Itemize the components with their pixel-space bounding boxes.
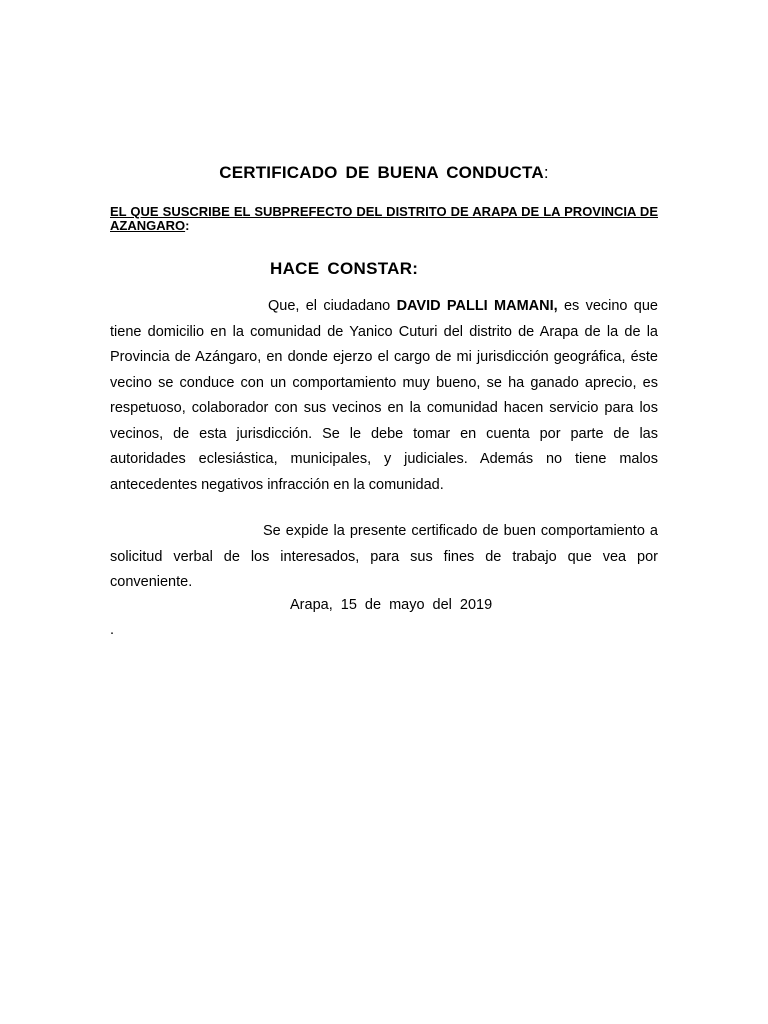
issuer-heading-colon: : bbox=[185, 218, 190, 233]
issuer-heading bbox=[110, 205, 658, 233]
certification-paragraph bbox=[110, 294, 658, 498]
document-title bbox=[0, 163, 768, 183]
trailing-dot: . bbox=[110, 622, 115, 638]
certification-body: es vecino que tiene domicilio en la comunidad de Yanico Cuturi del distrito de Arapa de la de la Provincia de Azángaro, en donde ejerzo el cargo de mi jurisdicción geográfica, éste vecino se conduce con un comportamiento muy bueno, se ha ganado aprecio, es respetuoso, colaborador con sus vecinos en la comunidad hacen servicio para los vecinos, de esta jurisdicción. Se le debe tomar en cuenta por parte de las autoridades eclesiástica, municipales, y judiciales. Además no tiene malos antecedentes negativos infracción en la comunidad. bbox=[110, 298, 658, 493]
issuance-paragraph bbox=[110, 519, 658, 596]
document-title-colon: : bbox=[543, 163, 549, 182]
hace-constar-heading: HACE CONSTAR: bbox=[270, 259, 419, 278]
issuer-heading-text: EL QUE SUSCRIBE EL SUBPREFECTO DEL DISTRITO DE ARAPA DE LA PROVINCIA DE AZANGARO bbox=[110, 204, 658, 233]
citizen-name: DAVID PALLI MAMANI, bbox=[396, 298, 558, 314]
certification-intro: Que, el ciudadano bbox=[268, 298, 397, 314]
date-line: Arapa, 15 de mayo del 2019 bbox=[290, 597, 493, 613]
issuance-text: Se expide la presente certificado de buen comportamiento a solicitud verbal de los interesados, para sus fines de trabajo que vea por conveniente. bbox=[110, 523, 658, 590]
document-title-text: CERTIFICADO DE BUENA CONDUCTA bbox=[219, 163, 544, 182]
